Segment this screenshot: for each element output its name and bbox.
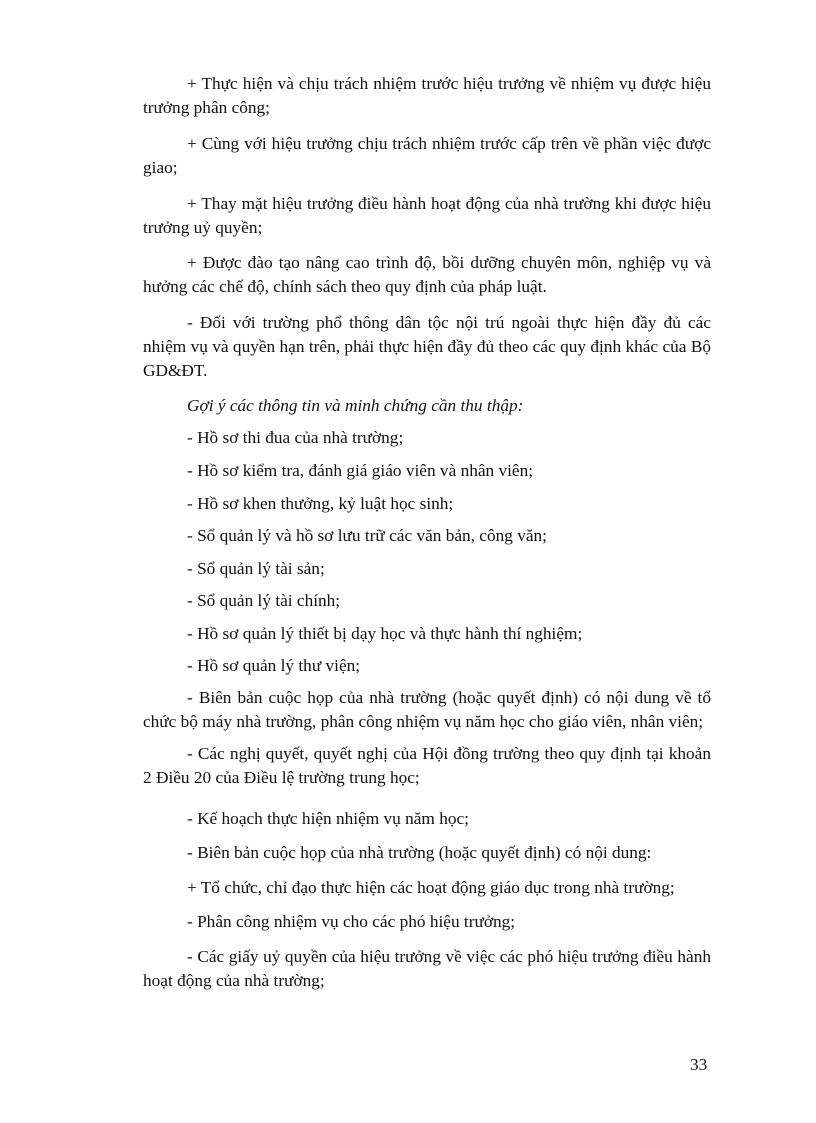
paragraph-4: + Được đào tạo nâng cao trình độ, bồi dưỡng chuyên môn, nghiệp vụ và hưởng các chế độ, chính sách theo quy định của pháp luật. bbox=[143, 253, 711, 296]
list-item: - Hồ sơ thi đua của nhà trường; bbox=[187, 428, 404, 447]
evidence-heading: Gợi ý các thông tin và minh chứng cần thu thập: bbox=[187, 396, 524, 415]
list-item: - Sổ quản lý tài chính; bbox=[187, 591, 341, 610]
list-item: - Kế hoạch thực hiện nhiệm vụ năm học; bbox=[187, 809, 469, 828]
list-item: - Hồ sơ kiểm tra, đánh giá giáo viên và nhân viên; bbox=[187, 461, 534, 480]
paragraph-3: + Thay mặt hiệu trưởng điều hành hoạt động của nhà trường khi được hiệu trưởng uỷ quyền; bbox=[143, 194, 711, 237]
page-number: 33 bbox=[690, 1055, 708, 1074]
list-item: - Biên bản cuộc họp của nhà trường (hoặc quyết định) có nội dung về tổ chức bộ máy nhà trường, phân công nhiệm vụ năm học cho giáo viên, nhân viên; bbox=[143, 688, 711, 731]
paragraph-1: + Thực hiện và chịu trách nhiệm trước hiệu trưởng về nhiệm vụ được hiệu trưởng phân công; bbox=[143, 74, 711, 117]
list-item: - Sổ quản lý tài sản; bbox=[187, 559, 325, 578]
list-item: - Các giấy uỷ quyền của hiệu trưởng về việc các phó hiệu trưởng điều hành hoạt động của nhà trường; bbox=[143, 947, 711, 990]
paragraph-2: + Cùng với hiệu trưởng chịu trách nhiệm trước cấp trên về phần việc được giao; bbox=[143, 134, 711, 177]
list-item: - Hồ sơ quản lý thư viện; bbox=[187, 656, 361, 675]
list-item: - Hồ sơ quản lý thiết bị dạy học và thực hành thí nghiệm; bbox=[187, 624, 583, 643]
list-item: - Biên bản cuộc họp của nhà trường (hoặc quyết định) có nội dung: bbox=[187, 843, 652, 862]
list-item: - Hồ sơ khen thưởng, kỷ luật học sinh; bbox=[187, 494, 454, 513]
list-item: - Các nghị quyết, quyết nghị của Hội đồng trường theo quy định tại khoản 2 Điều 20 của Điều lệ trường trung học; bbox=[143, 744, 711, 787]
paragraph-5: - Đối với trường phổ thông dân tộc nội trú ngoài thực hiện đầy đủ các nhiệm vụ và quyền hạn trên, phải thực hiện đầy đủ theo các quy định khác của Bộ GD&ĐT. bbox=[143, 313, 711, 380]
list-item: - Sổ quản lý và hồ sơ lưu trữ các văn bản, công văn; bbox=[187, 526, 547, 545]
list-item: + Tổ chức, chỉ đạo thực hiện các hoạt động giáo dục trong nhà trường; bbox=[187, 878, 675, 897]
list-item: - Phân công nhiệm vụ cho các phó hiệu trưởng; bbox=[187, 912, 516, 931]
